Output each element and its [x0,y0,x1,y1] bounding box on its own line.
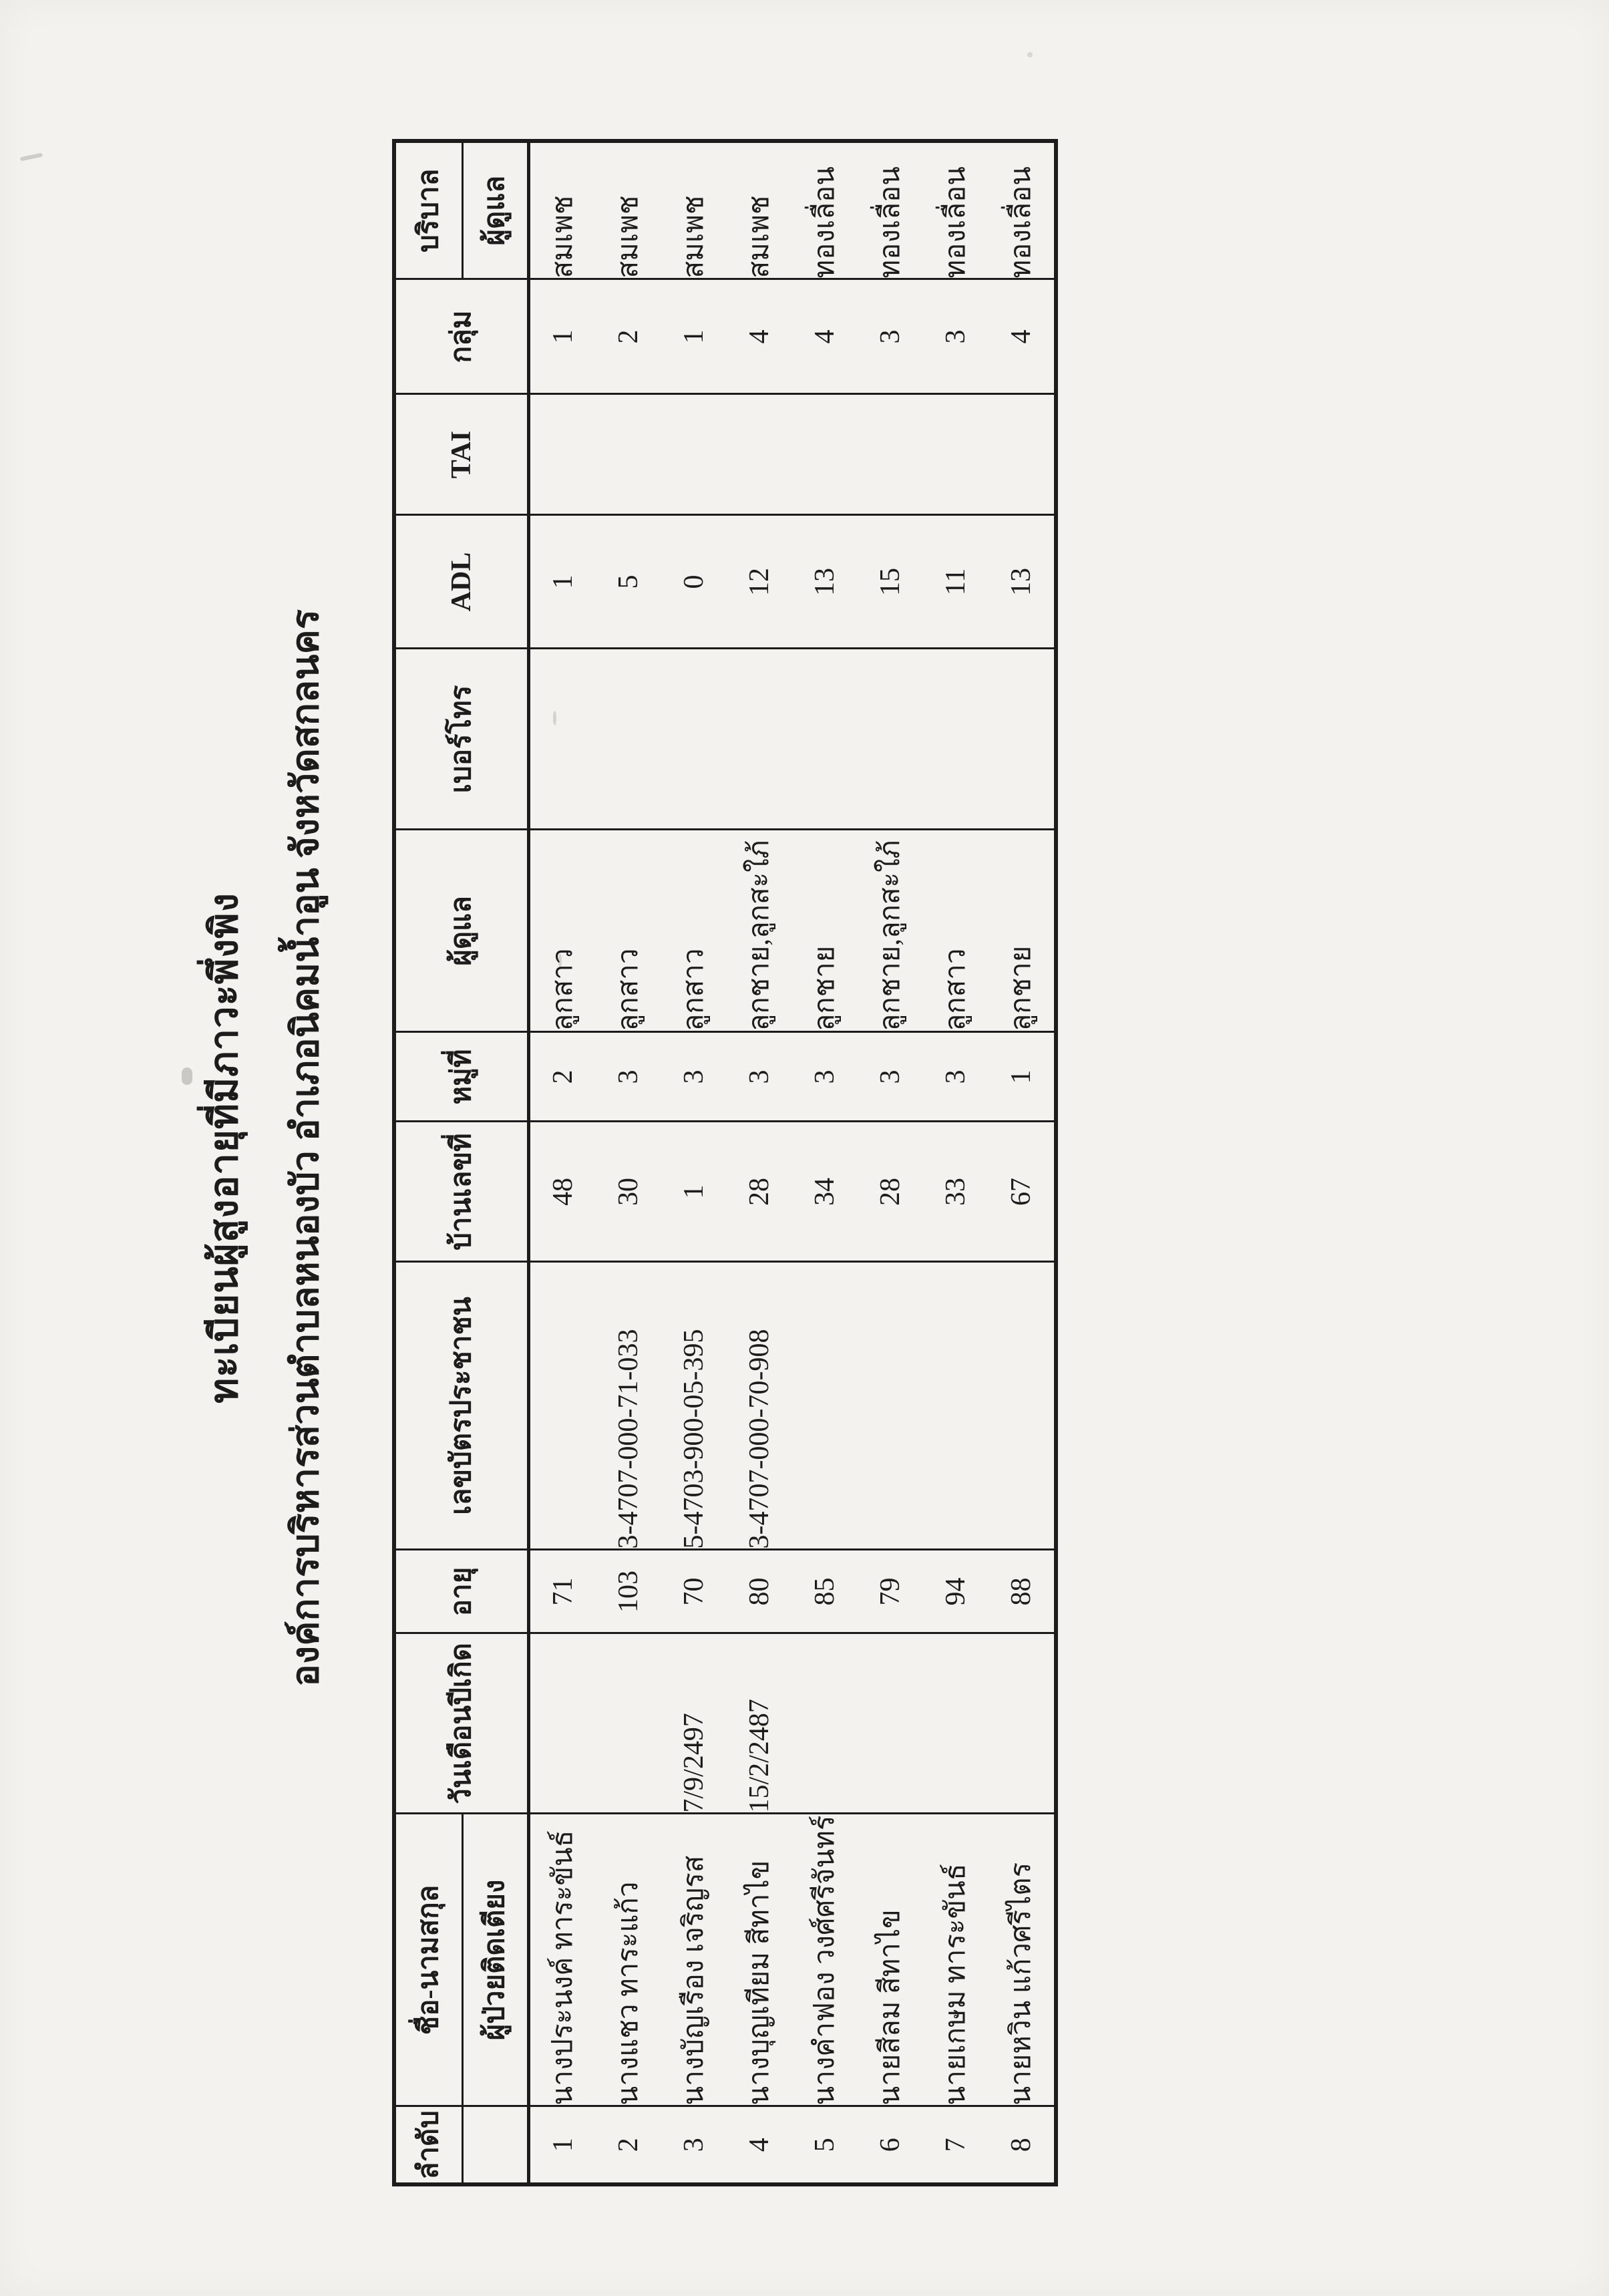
cell-tai [858,394,923,515]
cell-no: 5 [792,2106,858,2184]
cell-group: 4 [792,279,858,394]
cell-adl: 1 [529,515,596,649]
header-id: เลขบัตรประชาชน [394,1262,529,1550]
cell-name: นางประนงค์ ทาระขันธ์ [529,1814,596,2106]
table-row [661,141,727,2184]
cell-caregiver: ลูกชาย,ลูกสะใภ้ [727,830,792,1032]
cell-dob [923,1633,989,1814]
cell-age: 70 [661,1550,727,1633]
cell-age: 88 [989,1550,1056,1633]
cell-phone [596,649,661,830]
cell-tai [792,394,858,515]
cell-caregiver: ลูกสาว [596,830,661,1032]
cell-phone [529,649,596,830]
cell-id [792,1262,858,1550]
cell-adl: 13 [792,515,858,649]
cell-group: 3 [923,279,989,394]
document-subtitle: องค์การบริหารส่วนตำบลหนองบัว อำเภอนิคมน้ำอูน จังหวัดสกลนคร [285,609,327,1687]
cell-no: 1 [529,2106,596,2184]
cell-tai [989,394,1056,515]
header-group: กลุ่ม [394,279,529,394]
cell-house: 28 [858,1122,923,1262]
cell-group: 4 [989,279,1056,394]
cell-caregiver: ลูกชาย,ลูกสะใภ้ [858,830,923,1032]
cell-dob [858,1633,923,1814]
cell-caregiver: ลูกสาว [923,830,989,1032]
cell-care: ทองเลื่อน [792,141,858,279]
cell-tai [529,394,596,515]
header-phone: เบอร์โทร [394,649,529,830]
cell-moo: 3 [661,1032,727,1122]
cell-no: 7 [923,2106,989,2184]
header-name: ชื่อ-นามสกุล [394,1814,463,2106]
cell-moo: 3 [727,1032,792,1122]
table-row [727,141,792,2184]
cell-no: 3 [661,2106,727,2184]
cell-group: 1 [529,279,596,394]
cell-care: ทองเลื่อน [923,141,989,279]
cell-care: ทองเลื่อน [989,141,1056,279]
header-care-sub: ผู้ดูแล [463,141,529,279]
cell-id [858,1262,923,1550]
header-dob: วันเดือนปีเกิด [394,1633,529,1814]
cell-tai [596,394,661,515]
cell-care: สมเพช [661,141,727,279]
registry-table-wrapper [392,139,1058,2186]
cell-adl: 11 [923,515,989,649]
cell-adl: 12 [727,515,792,649]
cell-tai [727,394,792,515]
table-row [792,141,858,2184]
cell-age: 71 [529,1550,596,1633]
cell-name: นายหวิน แก้วศรีไตร [989,1814,1056,2106]
cell-care: สมเพช [529,141,596,279]
cell-dob [529,1633,596,1814]
elderly-registry-table [392,139,1058,2186]
header-name-sub: ผู้ป่วยติดเตียง [463,1814,529,2106]
cell-care: สมเพช [596,141,661,279]
cell-moo: 1 [989,1032,1056,1122]
cell-dob: 15/2/2487 [727,1633,792,1814]
cell-tai [923,394,989,515]
cell-caregiver: ลูกสาว [661,830,727,1032]
cell-age: 103 [596,1550,661,1633]
cell-dob [989,1633,1056,1814]
table-body [529,141,1057,2184]
table-row [858,141,923,2184]
cell-adl: 0 [661,515,727,649]
header-tai: TAI [394,394,529,515]
cell-moo: 3 [858,1032,923,1122]
cell-house: 48 [529,1122,596,1262]
cell-name: นางแชว ทาระแก้ว [596,1814,661,2106]
table-header [394,141,529,2184]
cell-age: 80 [727,1550,792,1633]
cell-id: 3-4707-000-70-908 [727,1262,792,1550]
cell-dob: 7/9/2497 [661,1633,727,1814]
cell-house: 28 [727,1122,792,1262]
cell-moo: 3 [923,1032,989,1122]
table-row [529,141,596,2184]
cell-no: 4 [727,2106,792,2184]
table-row [596,141,661,2184]
cell-moo: 2 [529,1032,596,1122]
cell-caregiver: ลูกชาย [989,830,1056,1032]
cell-age: 94 [923,1550,989,1633]
cell-house: 67 [989,1122,1056,1262]
cell-name: นางคำฟอง วงศ์ศรีจันทร์ [792,1814,858,2106]
cell-name: นายเกษม ทาระขันธ์ [923,1814,989,2106]
cell-phone [923,649,989,830]
cell-group: 3 [858,279,923,394]
cell-group: 1 [661,279,727,394]
cell-house: 34 [792,1122,858,1262]
cell-no: 8 [989,2106,1056,2184]
cell-care: ทองเลื่อน [858,141,923,279]
document-title: ทะเบียนผู้สูงอายุที่มีภาวะพึ่งพิง [202,892,246,1404]
cell-id [923,1262,989,1550]
header-no-sub [463,2106,529,2184]
cell-phone [858,649,923,830]
header-caregiver: ผู้ดูแล [394,830,529,1032]
cell-dob [596,1633,661,1814]
cell-age: 79 [858,1550,923,1633]
header-moo: หมู่ที่ [394,1032,529,1122]
cell-age: 85 [792,1550,858,1633]
cell-group: 2 [596,279,661,394]
cell-adl: 5 [596,515,661,649]
header-no: ลำดับ [394,2106,463,2184]
cell-id: 5-4703-900-05-395 [661,1262,727,1550]
cell-id [529,1262,596,1550]
cell-no: 2 [596,2106,661,2184]
header-house-no: บ้านเลขที่ [394,1122,529,1262]
cell-group: 4 [727,279,792,394]
cell-care: สมเพช [727,141,792,279]
cell-name: นางบุญเทียม สีทาไข [727,1814,792,2106]
header-age: อายุ [394,1550,529,1633]
cell-name: นายสีลม สีทาไข [858,1814,923,2106]
cell-house: 1 [661,1122,727,1262]
table-row [989,141,1056,2184]
cell-moo: 3 [792,1032,858,1122]
cell-caregiver: ลูกสาว [529,830,596,1032]
cell-id [989,1262,1056,1550]
cell-phone [989,649,1056,830]
cell-no: 6 [858,2106,923,2184]
header-adl: ADL [394,515,529,649]
cell-dob [792,1633,858,1814]
cell-moo: 3 [596,1032,661,1122]
cell-name: นางบัญเรือง เจริญรส [661,1814,727,2106]
cell-house: 33 [923,1122,989,1262]
cell-tai [661,394,727,515]
cell-phone [661,649,727,830]
cell-caregiver: ลูกชาย [792,830,858,1032]
cell-adl: 13 [989,515,1056,649]
cell-phone [792,649,858,830]
cell-id: 3-4707-000-71-033 [596,1262,661,1550]
cell-adl: 15 [858,515,923,649]
cell-phone [727,649,792,830]
header-care: บริบาล [394,141,463,279]
table-row [923,141,989,2184]
cell-house: 30 [596,1122,661,1262]
